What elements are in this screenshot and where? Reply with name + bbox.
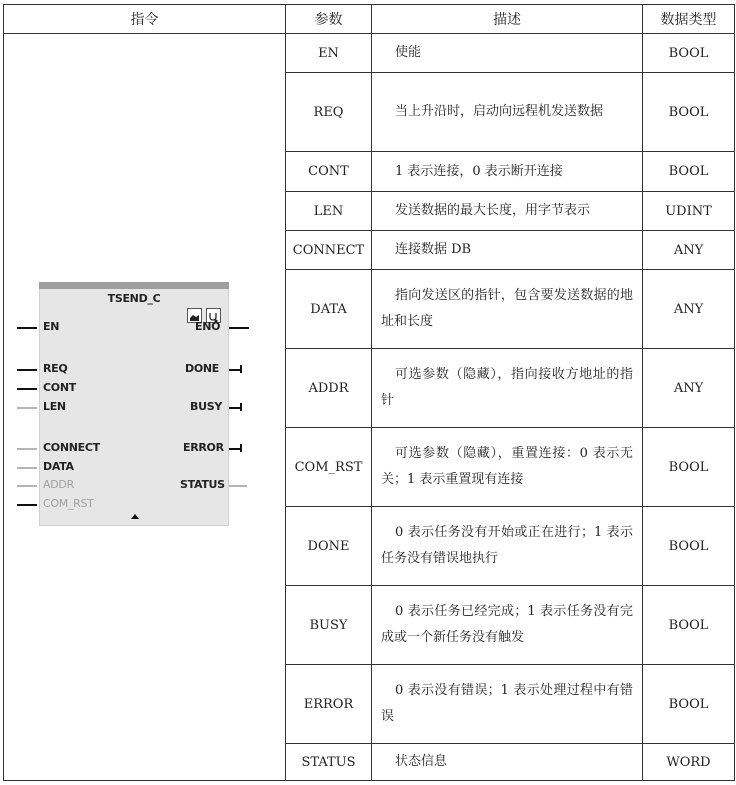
desc-text: 可选参数（隐藏），指向接收方地址的指针	[381, 367, 633, 408]
type-cell: BOOL	[643, 665, 735, 744]
pin-cont: CONT	[43, 381, 76, 394]
desc-text: 连接数据 DB	[395, 242, 472, 257]
param-cell: STATUS	[286, 744, 372, 781]
wire-data	[17, 467, 37, 469]
desc-cell	[372, 507, 643, 586]
param-cell: EN	[286, 34, 372, 73]
desc-cell	[372, 428, 643, 507]
desc-text: 指向发送区的指针，包含要发送数据的地址和长度	[381, 288, 633, 329]
table-row	[4, 34, 735, 73]
param-cell: ERROR	[286, 665, 372, 744]
wire-error-end	[240, 444, 242, 452]
header-row	[4, 5, 735, 34]
pin-data: DATA	[43, 460, 74, 473]
desc-cell	[372, 152, 643, 192]
param-cell: LEN	[286, 192, 372, 231]
desc-text: 1 表示连接，0 表示断开连接	[395, 163, 563, 179]
block-header-bar	[39, 282, 229, 289]
param-cell: CONT	[286, 152, 372, 192]
pin-done: DONE	[185, 362, 220, 375]
wire-com-rst	[17, 504, 37, 506]
wire-eno	[229, 327, 249, 329]
param-cell: ADDR	[286, 349, 372, 428]
pin-len: LEN	[43, 400, 66, 413]
tsend-c-block	[17, 282, 249, 532]
type-cell: BOOL	[643, 34, 735, 73]
type-cell: ANY	[643, 231, 735, 270]
wire-status	[229, 485, 247, 487]
type-cell: BOOL	[643, 507, 735, 586]
param-cell: BUSY	[286, 586, 372, 665]
desc-cell	[372, 665, 643, 744]
pin-status: STATUS	[180, 478, 225, 491]
param-cell: DATA	[286, 270, 372, 349]
wire-busy-end	[240, 403, 242, 411]
desc-text: 0 表示任务没有开始或正在进行；1 表示任务没有错误地执行	[381, 525, 633, 566]
pin-req: REQ	[43, 362, 68, 375]
pin-error: ERROR	[183, 441, 224, 454]
pin-connect: CONNECT	[43, 441, 100, 454]
desc-cell	[372, 34, 643, 73]
type-cell: ANY	[643, 270, 735, 349]
wire-addr	[17, 485, 37, 487]
desc-cell	[372, 744, 643, 781]
wire-len	[17, 407, 37, 409]
desc-text: 0 表示任务已经完成；1 表示任务没有完成或一个新任务没有触发	[381, 604, 633, 645]
instruction-cell	[4, 34, 286, 781]
desc-cell	[372, 586, 643, 665]
wire-cont	[17, 388, 37, 390]
type-cell: BOOL	[643, 73, 735, 152]
param-cell: CONNECT	[286, 231, 372, 270]
type-cell: BOOL	[643, 152, 735, 192]
desc-text: 可选参数（隐藏），重置连接：0 表示无关；1 表示重置现有连接	[381, 446, 633, 487]
wire-connect	[17, 448, 37, 450]
type-cell: BOOL	[643, 586, 735, 665]
pin-eno: ENO	[195, 320, 221, 333]
wire-done-end	[240, 365, 242, 373]
wire-en	[17, 327, 37, 329]
desc-cell	[372, 231, 643, 270]
desc-text: 当上升沿时，启动向远程机发送数据	[395, 104, 604, 119]
desc-cell	[372, 192, 643, 231]
pin-com-rst: COM_RST	[43, 497, 94, 510]
desc-text: 状态信息	[395, 754, 448, 769]
header-instruction: 指令	[4, 5, 286, 34]
type-cell: UDINT	[643, 192, 735, 231]
header-desc: 描述	[372, 5, 643, 34]
param-cell: REQ	[286, 73, 372, 152]
param-cell: COM_RST	[286, 428, 372, 507]
desc-text: 0 表示没有错误；1 表示处理过程中有错误	[381, 683, 633, 724]
expand-arrow-icon[interactable]	[131, 514, 139, 519]
desc-cell	[372, 349, 643, 428]
pin-busy: BUSY	[190, 400, 223, 413]
header-type: 数据类型	[643, 5, 735, 34]
block-title: TSEND_C	[107, 292, 161, 305]
parameter-table	[3, 4, 735, 781]
type-cell: ANY	[643, 349, 735, 428]
param-cell: DONE	[286, 507, 372, 586]
header-param: 参数	[286, 5, 372, 34]
type-cell: BOOL	[643, 428, 735, 507]
pin-addr: ADDR	[43, 478, 74, 491]
type-cell: WORD	[643, 744, 735, 781]
desc-cell	[372, 270, 643, 349]
wire-req	[17, 369, 37, 371]
desc-text: 使能	[395, 45, 422, 60]
desc-text: 发送数据的最大长度，用字节表示	[395, 203, 591, 218]
desc-cell	[372, 73, 643, 152]
pin-en: EN	[43, 320, 60, 333]
